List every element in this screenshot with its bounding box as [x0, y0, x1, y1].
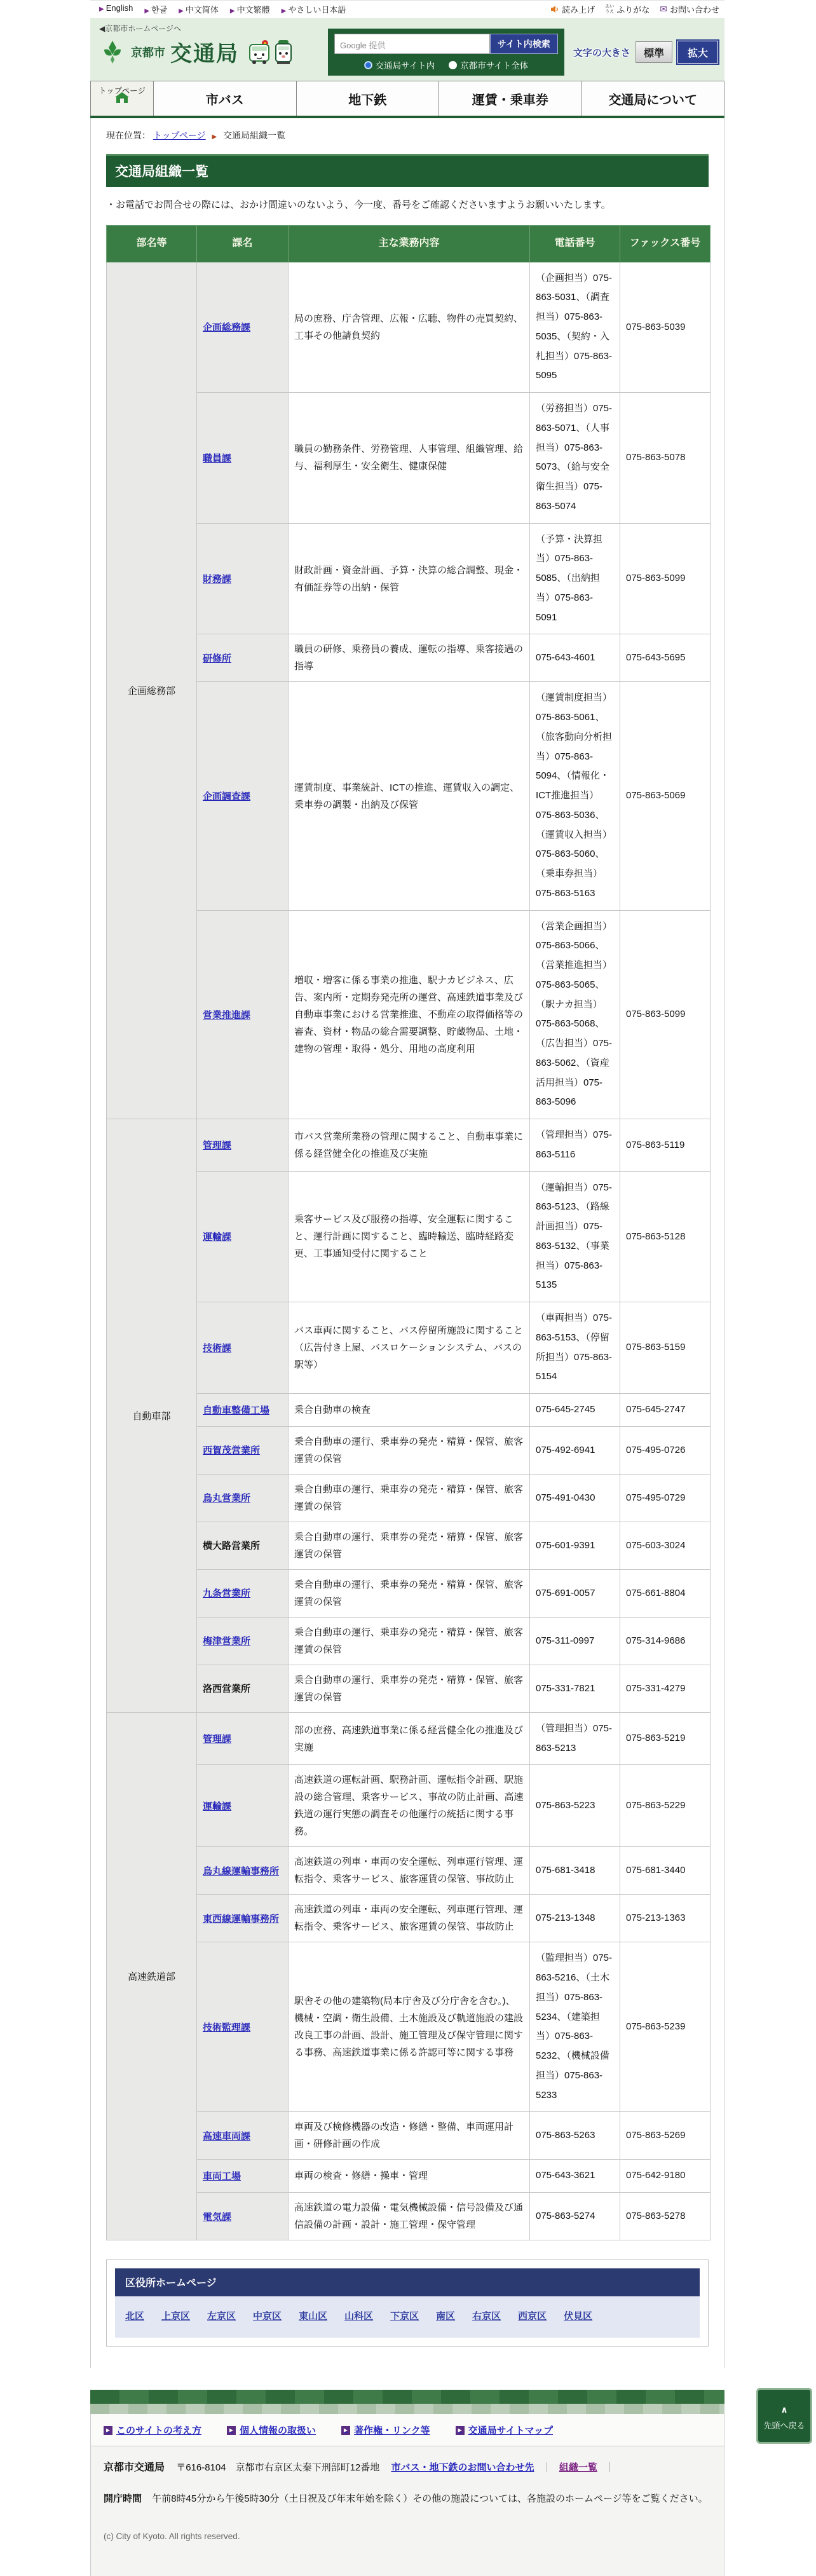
table-row — [107, 2160, 711, 2193]
breadcrumb-arrow-icon: ▶ — [212, 133, 217, 140]
main-nav — [90, 81, 724, 118]
logo-bureau-text: 交通局 — [170, 42, 239, 66]
radio-unselected-icon — [449, 61, 457, 69]
division-name-cell — [197, 393, 289, 524]
search-scope-city-radio[interactable] — [449, 58, 528, 71]
duties-cell: 車両及び検修機器の改造・修繕・整備、車両運用計画・研修計画の作成 — [289, 2112, 530, 2160]
kyoto-emblem-icon — [99, 39, 126, 65]
duties-cell: 乗客サービス及び服務の指導、安全運転に関すること、運行計画に関すること、臨時輸送、臨時経路変更、工事通知受付に関すること — [289, 1171, 530, 1302]
tool-link-1[interactable]: 読み上げ — [550, 3, 595, 15]
duties-cell: バス車両に関すること、バス停留所施設に関すること（広告付き上屋、バスロケーションシステム、バスの駅等） — [289, 1302, 530, 1394]
table-row — [107, 1474, 711, 1522]
table-row — [107, 910, 711, 1119]
ward-link-10[interactable]: 西京区 — [518, 2311, 547, 2322]
division-link[interactable]: 車両工場 — [203, 2171, 241, 2183]
division-link[interactable]: 烏丸営業所 — [203, 1493, 251, 1504]
division-name-cell — [197, 1665, 289, 1712]
division-name-cell — [197, 523, 289, 634]
duties-cell: 部の庶務、高速鉄道事業に係る経営健全化の推進及び実施 — [289, 1712, 530, 1765]
footer-contact-link[interactable]: 市バス・地下鉄のお問い合わせ先 — [391, 2462, 534, 2474]
division-link[interactable]: 西賀茂営業所 — [203, 1445, 261, 1457]
fax-cell: 075-863-5128 — [620, 1171, 711, 1302]
division-name-cell — [197, 1712, 289, 1765]
division-name-cell — [197, 1765, 289, 1847]
phone-cell: （労務担当）075-863-5071、（人事担当）075-863-5073、（給与安全衛生担当）075-863-5074 — [530, 393, 620, 524]
dept-cell: 高速鉄道部 — [107, 1712, 197, 2240]
duties-cell: 乗合自動車の運行、乗車券の発売・精算・保管、旅客運賃の保管 — [289, 1569, 530, 1617]
table-row — [107, 393, 711, 524]
footer-links — [91, 2414, 724, 2446]
dept-cell: 企画総務部 — [107, 262, 197, 1119]
column-header-5: ファックス番号 — [620, 226, 711, 262]
fax-cell: 075-314-9686 — [620, 1617, 711, 1665]
duties-cell: 職員の研修、乗務員の養成、運転の指導、乗客接遇の指導 — [289, 634, 530, 682]
nav-tab-home[interactable] — [90, 81, 154, 116]
search-scope-city-label: 京都市サイト全体 — [460, 61, 529, 71]
site-logo[interactable] — [99, 36, 294, 67]
phone-cell: （管理担当）075-863-5116 — [530, 1119, 620, 1172]
column-header-3: 主な業務内容 — [289, 226, 530, 262]
duties-cell: 高速鉄道の電力設備・電気機械設備・信号設備及び通信設備の計画・設計・施工管理・保守管理 — [289, 2193, 530, 2240]
lang-link-1[interactable]: ▶ English — [99, 3, 133, 13]
ward-link-4[interactable]: 中京区 — [253, 2311, 282, 2322]
division-link[interactable]: 研修所 — [203, 653, 232, 664]
table-row — [107, 1522, 711, 1569]
fax-cell: 075-603-3024 — [620, 1522, 711, 1569]
division-name-cell — [197, 1569, 289, 1617]
division-name-cell — [197, 634, 289, 682]
phone-cell: （車両担当）075-863-5153、（停留所担当）075-863-5154 — [530, 1302, 620, 1394]
breadcrumb — [91, 118, 724, 151]
phone-cell: 075-213-1348 — [530, 1895, 620, 1942]
duties-cell: 高速鉄道の運転計画、駅務計画、運転指令計画、駅施設の総合管理、乗客サービス、事故の防止計画、高速鉄道の運行実態の調査その他運行の統括に関する事務。 — [289, 1765, 530, 1847]
triangle-icon: ▶ — [229, 8, 235, 15]
divider: ｜ — [541, 2462, 552, 2474]
division-link[interactable]: 東西線運輸事務所 — [203, 1913, 280, 1925]
duties-cell: 駅舎その他の建築物(局本庁舎及び分庁舎を含む。)、機械・空調・衛生設備、土木施設及び軌道施設の建設改良工事の計画、設計、施工管理及び保守管理に関する事務、高速鉄道事業に係る許認可等に関する事務 — [289, 1942, 530, 2112]
ward-link-1[interactable]: 北区 — [125, 2311, 145, 2322]
division-name-cell — [197, 2112, 289, 2160]
fax-cell: 075-863-5099 — [620, 910, 711, 1119]
table-row — [107, 1302, 711, 1394]
duties-cell: 運賃制度、事業統計、ICTの推進、運賃収入の調定、乗車券の調製・出納及び保管 — [289, 682, 530, 910]
division-link[interactable]: 梅津営業所 — [203, 1636, 251, 1647]
city-home-link[interactable]: ◀京都市ホームページへ — [99, 24, 181, 33]
division-name-cell — [197, 1302, 289, 1394]
page-title: 交通局組織一覧 — [106, 154, 709, 187]
phone-cell: 075-311-0997 — [530, 1617, 620, 1665]
notice-text: ・お電話でお問合せの際には、おかけ間違いのないよう、今一度、番号をご確認くださいますようお願いいたします。 — [106, 200, 611, 210]
breadcrumb-current: 交通局組織一覧 — [223, 130, 286, 140]
phone-cell: 075-643-4601 — [530, 634, 620, 682]
column-header-4: 電話番号 — [530, 226, 620, 262]
fax-cell: 075-643-5695 — [620, 634, 711, 682]
organization-table — [106, 225, 711, 2240]
duties-cell: 乗合自動車の運行、乗車券の発売・精算・保管、旅客運賃の保管 — [289, 1474, 530, 1522]
fontsize-standard-button[interactable]: 標準 — [636, 41, 672, 63]
duties-cell: 職員の勤務条件、労務管理、人事管理、組織管理、給与、福利厚生・安全衛生、健康保健 — [289, 393, 530, 524]
table-row — [107, 1119, 711, 1172]
tool-link-2[interactable]: あい うえ ふりがな — [605, 4, 650, 15]
ward-link-11[interactable]: 伏見区 — [564, 2311, 593, 2322]
division-name-cell — [197, 1617, 289, 1665]
ward-link-3[interactable]: 左京区 — [207, 2311, 236, 2322]
column-header-1: 部名等 — [107, 226, 197, 262]
radio-selected-icon — [364, 61, 372, 69]
fax-cell: 075-863-5239 — [620, 1942, 711, 2112]
page-column — [90, 0, 724, 2576]
phone-cell: （企画担当）075-863-5031、（調査担当）075-863-5035、（契約・入札担当）075-863-5095 — [530, 262, 620, 393]
division-name-cell — [197, 682, 289, 910]
table-row — [107, 1569, 711, 1617]
division-link[interactable]: 管理課 — [203, 1140, 232, 1152]
header-right — [328, 21, 718, 76]
fax-cell: 075-863-5099 — [620, 523, 711, 634]
square-arrow-icon: ▶ — [104, 2426, 112, 2435]
tool-link-3[interactable]: ✉ お問い合わせ — [660, 4, 719, 15]
division-link[interactable]: 管理課 — [203, 1734, 232, 1745]
lang-link-5[interactable]: ▶ やさしい日本語 — [281, 5, 346, 15]
footer-link-3[interactable]: ▶ 著作権・リンク等 — [341, 2423, 430, 2437]
division-name-cell — [197, 1847, 289, 1895]
phone-cell: 075-863-5263 — [530, 2112, 620, 2160]
fax-cell: 075-642-9180 — [620, 2160, 711, 2193]
division-name-cell — [197, 2160, 289, 2193]
division-name-cell — [197, 1942, 289, 2112]
fax-cell: 075-863-5078 — [620, 393, 711, 524]
fax-cell: 075-681-3440 — [620, 1847, 711, 1895]
phone-cell: （管理担当）075-863-5213 — [530, 1712, 620, 1765]
nav-tab-1[interactable]: 市バス — [154, 81, 297, 116]
table-row — [107, 1942, 711, 2112]
nav-tab-2[interactable]: 地下鉄 — [297, 81, 440, 116]
phone-cell: 075-691-0057 — [530, 1569, 620, 1617]
divider: ｜ — [605, 2462, 615, 2474]
division-name-cell — [197, 1119, 289, 1172]
fax-cell: 075-863-5278 — [620, 2193, 711, 2240]
duties-cell: 財政計画・資金計画、予算・決算の総合調整、現金・有価証券等の出納・保管 — [289, 523, 530, 634]
phone-cell: 075-492-6941 — [530, 1426, 620, 1474]
nav-tab-4[interactable]: 交通局について — [582, 81, 725, 116]
breadcrumb-home-link[interactable]: トップページ — [153, 130, 206, 140]
division-link[interactable]: 電気課 — [203, 2211, 232, 2223]
table-row — [107, 1712, 711, 1765]
triangle-icon: ▶ — [144, 8, 150, 15]
phone-cell: 075-491-0430 — [530, 1474, 620, 1522]
duties-cell: 市バス営業所業務の管理に関すること、自動車事業に係る経営健全化の推進及び実施 — [289, 1119, 530, 1172]
division-link[interactable]: 営業推進課 — [203, 1009, 251, 1021]
footer-green-band-light — [90, 2404, 724, 2414]
division-link[interactable]: 烏丸線運輸事務所 — [203, 1865, 280, 1877]
ward-link-7[interactable]: 下京区 — [390, 2311, 419, 2322]
phone-cell: （予算・決算担当）075-863-5085、（出納担当）075-863-5091 — [530, 523, 620, 634]
mail-icon: ✉ — [660, 4, 667, 14]
table-row — [107, 262, 711, 393]
division-link[interactable]: 自動車整備工場 — [203, 1405, 270, 1417]
fax-cell: 075-495-0729 — [620, 1474, 711, 1522]
footer-orglist-link[interactable]: 組織一覧 — [559, 2462, 597, 2474]
phone-cell: （監理担当）075-863-5216、（土木担当）075-863-5234、（建築担当）075-863-5232、（機械設備担当）075-863-5233 — [530, 1942, 620, 2112]
fontsize-large-button[interactable]: 拡大 — [677, 41, 718, 64]
fax-cell: 075-863-5119 — [620, 1119, 711, 1172]
division-link[interactable]: 技術監理課 — [203, 2022, 251, 2033]
mascots — [248, 39, 294, 65]
up-arrow-icon: ∧ — [780, 2404, 788, 2415]
table-row — [107, 1665, 711, 1712]
wards-links — [115, 2296, 700, 2338]
footer-hours-text: 午前8時45分から午後5時30分（土日祝及び年末年始を除く）その他の施設については、各施設のホームページ等をご覧ください。 — [152, 2493, 708, 2505]
triangle-icon: ▶ — [281, 8, 287, 15]
language-links — [99, 3, 346, 15]
table-row — [107, 1765, 711, 1847]
ward-link-8[interactable]: 南区 — [436, 2311, 456, 2322]
table-row — [107, 634, 711, 682]
fax-cell: 075-863-5219 — [620, 1712, 711, 1765]
wards-header: 区役所ホームページ — [115, 2268, 700, 2296]
division-link[interactable]: 企画総務課 — [203, 322, 251, 334]
footer-address: 〒616-8104 京都市右京区太秦下刑部町12番地 — [176, 2462, 380, 2474]
duties-cell: 乗合自動車の運行、乗車券の発売・精算・保管、旅客運賃の保管 — [289, 1426, 530, 1474]
division-link[interactable]: 企画調査課 — [203, 791, 251, 803]
main-area — [90, 118, 724, 2368]
phone-cell: 075-331-7821 — [530, 1665, 620, 1712]
fax-cell: 075-213-1363 — [620, 1895, 711, 1942]
division-name-cell — [197, 2193, 289, 2240]
footer-green-band — [90, 2390, 724, 2404]
footer-hours-label: 開庁時間 — [104, 2493, 142, 2505]
phone-cell: 075-643-3621 — [530, 2160, 620, 2193]
ward-link-6[interactable]: 山科区 — [344, 2311, 374, 2322]
fax-cell: 075-495-0726 — [620, 1426, 711, 1474]
back-to-top-label: 先頭へ戻る — [763, 2420, 805, 2430]
ward-link-2[interactable]: 上京区 — [161, 2311, 191, 2322]
lang-link-2[interactable]: ▶ 한글 — [144, 5, 168, 15]
breadcrumb-label: 現在位置： — [106, 130, 151, 140]
duties-cell: 局の庶務、庁舎管理、広報・広聴、物件の売買契約、工事その他請負契約 — [289, 262, 530, 393]
search-scope-bureau-radio[interactable] — [364, 58, 435, 71]
logo-city-text: 京都市 — [131, 46, 165, 59]
division-name-cell — [197, 910, 289, 1119]
ward-link-5[interactable]: 東山区 — [299, 2311, 328, 2322]
division-link[interactable]: 財務課 — [203, 574, 232, 585]
division-link[interactable]: 職員課 — [203, 453, 232, 464]
lang-link-4[interactable]: ▶ 中文繁體 — [229, 5, 270, 15]
table-row — [107, 1426, 711, 1474]
footer-info — [91, 2446, 724, 2576]
site-search-button[interactable]: サイト内検索 — [490, 34, 558, 54]
home-icon — [116, 97, 128, 103]
triangle-icon: ▶ — [179, 8, 184, 15]
footer-org-name: 京都市交通局 — [104, 2462, 165, 2474]
table-row — [107, 523, 711, 634]
division-link[interactable]: 運輸課 — [203, 1232, 232, 1243]
duties-cell: 車両の検査・修繕・操車・管理 — [289, 2160, 530, 2193]
footer-link-2[interactable]: ▶ 個人情報の取扱い — [227, 2423, 316, 2437]
fax-cell: 075-645-2747 — [620, 1394, 711, 1427]
lang-link-3[interactable]: ▶ 中文简体 — [179, 5, 219, 15]
division-name-cell — [197, 1895, 289, 1942]
header-left — [99, 21, 294, 76]
division-link[interactable]: 技術課 — [203, 1343, 232, 1354]
nav-home-label: トップページ — [99, 86, 146, 95]
fax-cell: 075-661-8804 — [620, 1569, 711, 1617]
utility-tools — [550, 3, 719, 15]
square-arrow-icon: ▶ — [456, 2426, 465, 2435]
fax-cell: 075-331-4279 — [620, 1665, 711, 1712]
column-header-2: 課名 — [197, 226, 289, 262]
site-header — [90, 18, 724, 81]
ward-link-9[interactable]: 右京区 — [472, 2311, 501, 2322]
phone-cell: 075-681-3418 — [530, 1847, 620, 1895]
search-panel — [328, 29, 564, 76]
table-row — [107, 1394, 711, 1427]
search-input[interactable]: Google 提供 — [334, 34, 490, 54]
duties-cell: 乗合自動車の運行、乗車券の発売・精算・保管、旅客運賃の保管 — [289, 1617, 530, 1665]
site-footer — [90, 2414, 724, 2576]
utility-bar — [90, 0, 724, 18]
square-arrow-icon: ▶ — [227, 2426, 236, 2435]
footer-link-4[interactable]: ▶ 交通局サイトマップ — [456, 2423, 553, 2437]
fax-cell: 075-863-5269 — [620, 2112, 711, 2160]
division-name-cell — [197, 1522, 289, 1569]
fax-cell: 075-863-5069 — [620, 682, 711, 910]
division-name: 横大路営業所 — [203, 1541, 261, 1552]
division-link[interactable]: 九条営業所 — [203, 1588, 251, 1600]
division-name-cell — [197, 1394, 289, 1427]
table-row — [107, 2193, 711, 2240]
phone-cell: （運輸担当）075-863-5123、（路線計画担当）075-863-5132、（事業担当）075-863-5135 — [530, 1171, 620, 1302]
phone-cell: 075-863-5223 — [530, 1765, 620, 1847]
wards-box — [106, 2259, 709, 2347]
copyright: (c) City of Kyoto. All rights reserved. — [104, 2532, 240, 2542]
phone-cell: 075-601-9391 — [530, 1522, 620, 1569]
table-row — [107, 1171, 711, 1302]
table-row — [107, 1895, 711, 1942]
footer-link-1[interactable]: ▶ このサイトの考え方 — [104, 2423, 201, 2437]
phone-cell: 075-863-5274 — [530, 2193, 620, 2240]
square-arrow-icon: ▶ — [341, 2426, 350, 2435]
duties-cell: 増収・増客に係る事業の推進、駅ナカビジネス、広告、案内所・定期券発売所の運営、高速鉄道事業及び自動車事業における営業推進、不動産の取得価格等の審査、資材・物品の総合需要調整、貯蔵物品、土地・建物の管理・取得・処分、用地の高度利用 — [289, 910, 530, 1119]
duties-cell: 乗合自動車の検査 — [289, 1394, 530, 1427]
division-link[interactable]: 運輸課 — [203, 1801, 232, 1812]
division-name: 洛西営業所 — [203, 1684, 251, 1695]
triangle-icon: ▶ — [99, 6, 104, 13]
duties-cell: 乗合自動車の運行、乗車券の発売・精算・保管、旅客運賃の保管 — [289, 1665, 530, 1712]
train-mascot-icon — [273, 39, 294, 65]
back-to-top-button[interactable] — [756, 2388, 812, 2444]
phone-cell: （営業企画担当）075-863-5066、（営業推進担当）075-863-5065、（駅ナカ担当）075-863-5068、（広告担当）075-863-5062、（資産活用担当）075-863-5096 — [530, 910, 620, 1119]
dept-cell: 自動車部 — [107, 1119, 197, 1713]
fax-cell: 075-863-5159 — [620, 1302, 711, 1394]
division-link[interactable]: 高速車両課 — [203, 2130, 251, 2142]
division-name-cell — [197, 1474, 289, 1522]
duties-cell: 高速鉄道の列車・車両の安全運転、列車運行管理、運転指令、乗客サービス、旅客運賃の保管、事故防止 — [289, 1895, 530, 1942]
division-name-cell — [197, 1426, 289, 1474]
division-name-cell — [197, 1171, 289, 1302]
phone-cell: （運賃制度担当）075-863-5061、（旅客動向分析担当）075-863-5094、（情報化・ICT推進担当）075-863-5036、（運賃収入担当）075-863-5060、（乗車券担当）075-863-5163 — [530, 682, 620, 910]
bus-mascot-icon — [248, 39, 271, 65]
table-row — [107, 1847, 711, 1895]
fax-cell: 075-863-5039 — [620, 262, 711, 393]
duties-cell: 乗合自動車の運行、乗車券の発売・精算・保管、旅客運賃の保管 — [289, 1522, 530, 1569]
nav-tab-3[interactable]: 運賃・乗車券 — [439, 81, 582, 116]
duties-cell: 高速鉄道の列車・車両の安全運転、列車運行管理、運転指令、乗客サービス、旅客運賃の保管、事故防止 — [289, 1847, 530, 1895]
search-scope-bureau-label: 交通局サイト内 — [375, 61, 435, 71]
speaker-icon — [550, 5, 559, 13]
fax-cell: 075-863-5229 — [620, 1765, 711, 1847]
furigana-icon: あい うえ — [605, 4, 615, 14]
table-row — [107, 1617, 711, 1665]
phone-cell: 075-645-2745 — [530, 1394, 620, 1427]
fontsize-label: 文字の大きさ — [573, 47, 630, 58]
table-row — [107, 2112, 711, 2160]
table-row — [107, 682, 711, 910]
fontsize-control — [573, 41, 718, 64]
division-name-cell — [197, 262, 289, 393]
